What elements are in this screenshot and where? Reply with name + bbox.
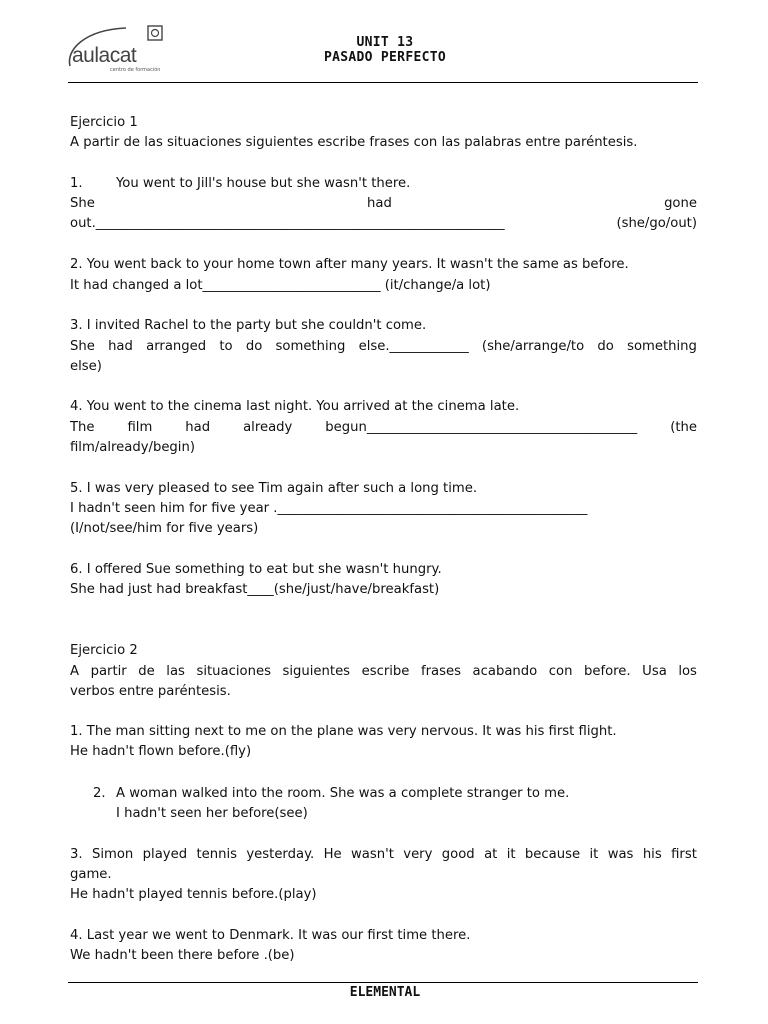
word: else.____________ (358, 339, 469, 354)
word: arranged (146, 339, 207, 354)
word: yesterday. (246, 847, 315, 862)
ex1-item6-answer: She had just had breakfast____(she/just/have/breakfast) (70, 582, 440, 597)
word: Usa (642, 664, 667, 679)
word: siguientes (282, 664, 351, 679)
word: He (323, 847, 342, 862)
word: gone (664, 196, 697, 211)
word: had (185, 420, 211, 435)
exercise1-title: Ejercicio 1 (70, 115, 138, 130)
ex1-item5-answer-line2: (I/not/see/him for five years) (70, 521, 259, 536)
word: because (524, 847, 581, 862)
ex1-item2-situation: 2. You went back to your home town after many years. It wasn't the same as before. (70, 257, 629, 272)
answer-blank: out.______________________________________________________________ (70, 216, 505, 231)
word: escribe (361, 664, 410, 679)
word: A (70, 664, 80, 679)
footer-level: ELEMENTAL (349, 985, 421, 1000)
word: it (506, 847, 516, 862)
word: had (108, 339, 133, 354)
ex1-item5-situation: 5. I was very pleased to see Tim again after such a long time. (70, 481, 478, 496)
svg-text:aulacat: aulacat (72, 44, 137, 67)
ex1-item3-situation: 3. I invited Rachel to the party but she couldn't come. (70, 318, 427, 333)
word: it (589, 847, 599, 862)
ex2-item4-answer: We hadn't been there before .(be) (70, 948, 295, 963)
ex1-item2-answer: It had changed a lot___________________________ (it/change/a lot) (70, 278, 491, 293)
ex2-item1-answer: He hadn't flown before.(fly) (70, 744, 252, 759)
ex2-item2-number: 2. (93, 786, 106, 801)
word: los (678, 664, 697, 679)
word: frases (420, 664, 461, 679)
word: do (245, 339, 263, 354)
word: 3. (70, 847, 83, 862)
exercise1-instructions: A partir de las situaciones siguientes escribe frases con las palabras entre paréntesis. (70, 135, 638, 150)
ex2-item2-text: A woman walked into the room. She was a complete stranger to me. (116, 786, 570, 801)
svg-text:centro de formación: centro de formación (110, 67, 161, 73)
word: wasn't (350, 847, 394, 862)
exercise2-instructions-line1 (70, 662, 697, 682)
header-divider (68, 82, 698, 83)
word: partir (90, 664, 127, 679)
ex1-item1-number: 1. (70, 176, 83, 191)
ex1-item4-answer-line2: film/already/begin) (70, 440, 195, 455)
unit-topic: PASADO PERFECTO (324, 50, 446, 65)
word: at (484, 847, 498, 862)
word: tennis (196, 847, 237, 862)
word: begun_________________________________________ (325, 420, 638, 435)
word: was (607, 847, 634, 862)
word: played (142, 847, 188, 862)
ex1-item5-answer: I hadn't seen him for five year ._______________________________________________ (70, 501, 588, 516)
ex1-item1-situation (70, 174, 697, 194)
word: do (597, 339, 614, 354)
word: acabando (472, 664, 538, 679)
exercise2-title: Ejercicio 2 (70, 643, 138, 658)
word: (the (670, 420, 697, 435)
word: something (275, 339, 346, 354)
ex2-item3-situation-line2: game. (70, 867, 112, 882)
word: good (441, 847, 475, 862)
word: (she/arrange/to (481, 339, 585, 354)
exercise2-instructions-line2: verbos entre paréntesis. (70, 684, 231, 699)
footer-divider (68, 982, 698, 983)
word: very (403, 847, 433, 862)
word: Simon (91, 847, 134, 862)
ex2-item3-situation-line1 (70, 845, 697, 865)
ex2-item3-answer: He hadn't played tennis before.(play) (70, 887, 317, 902)
word: his (642, 847, 662, 862)
ex1-item3-answer-line1 (70, 337, 697, 357)
word: The (70, 420, 95, 435)
ex1-item3-answer-line2: else) (70, 359, 102, 374)
word: film (127, 420, 153, 435)
unit-number: UNIT 13 (356, 35, 414, 50)
ex1-item1-answer-line1 (70, 194, 697, 214)
word: situaciones (196, 664, 271, 679)
word: las (166, 664, 185, 679)
ex2-item1-situation: 1. The man sitting next to me on the plane was very nervous. It was his first flight. (70, 724, 617, 739)
word: con (548, 664, 573, 679)
word: de (138, 664, 155, 679)
ex1-item6-situation: 6. I offered Sue something to eat but she wasn't hungry. (70, 562, 442, 577)
word: already (243, 420, 293, 435)
word: She (70, 196, 95, 211)
word: to (219, 339, 233, 354)
ex2-item2-situation (93, 784, 720, 804)
word: She (70, 339, 95, 354)
ex1-item4-situation: 4. You went to the cinema last night. You arrived at the cinema late. (70, 399, 520, 414)
ex1-item1-text: You went to Jill's house but she wasn't there. (116, 176, 411, 191)
word: before. (583, 664, 631, 679)
ex2-item4-situation: 4. Last year we went to Denmark. It was our first time there. (70, 928, 471, 943)
hint: (she/go/out) (616, 216, 697, 231)
ex1-item1-answer-line2 (70, 214, 697, 234)
word: first (671, 847, 697, 862)
word: something (627, 339, 697, 354)
ex2-item2-answer: I hadn't seen her before(see) (116, 806, 308, 821)
word: had (367, 196, 392, 211)
aulacat-logo (66, 22, 176, 74)
ex1-item4-answer-line1 (70, 418, 697, 438)
